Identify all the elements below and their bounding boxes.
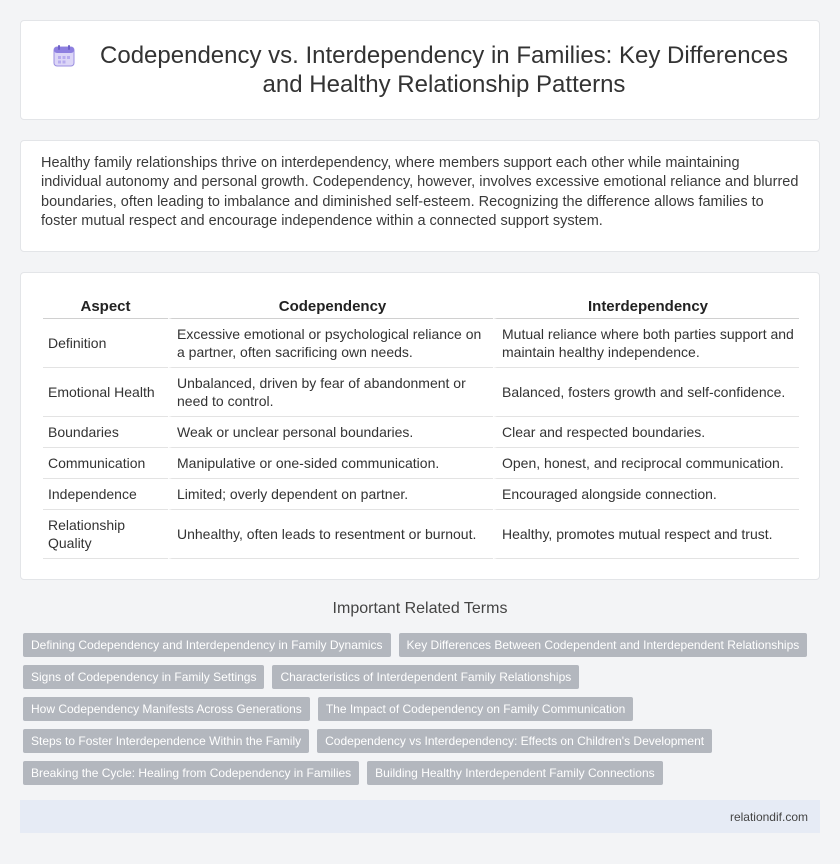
related-term-tag[interactable]: How Codependency Manifests Across Generations xyxy=(23,697,310,721)
footer xyxy=(20,800,820,833)
comparison-card xyxy=(20,272,820,580)
cell-codependency: Excessive emotional or psychological reliance on a partner, often sacrificing own needs. xyxy=(168,319,493,368)
intro-text: Healthy family relationships thrive on interdependency, where members support each other while maintaining individual autonomy and personal growth. Codependency, however, involves excessive emotional reliance and blurred boundaries, often leading to imbalance and diminished self-esteem. Recognizing the difference allows families to foster mutual respect and encourage independence within a connected support system. xyxy=(41,155,799,229)
cell-codependency: Unbalanced, driven by fear of abandonment or need to control. xyxy=(168,368,493,417)
table-row xyxy=(43,479,799,510)
cell-aspect: Boundaries xyxy=(43,417,168,448)
cell-codependency: Weak or unclear personal boundaries. xyxy=(168,417,493,448)
intro-card xyxy=(20,140,820,252)
cell-interdependency: Mutual reliance where both parties support and maintain healthy independence. xyxy=(493,319,799,368)
related-term-tag[interactable]: Codependency vs Interdependency: Effects on Children's Development xyxy=(317,729,712,753)
cell-interdependency: Encouraged alongside connection. xyxy=(493,479,799,510)
related-term-tag[interactable]: The Impact of Codependency on Family Communication xyxy=(318,697,633,721)
cell-aspect: Relationship Quality xyxy=(43,510,168,559)
table-row xyxy=(43,368,799,417)
table-row xyxy=(43,510,799,559)
cell-interdependency: Healthy, promotes mutual respect and trust. xyxy=(493,510,799,559)
page-title: Codependency vs. Interdependency in Families: Key Differences and Healthy Relationship Patterns xyxy=(100,42,788,98)
related-term-tag[interactable]: Breaking the Cycle: Healing from Codependency in Families xyxy=(23,761,359,785)
calendar-icon xyxy=(51,43,77,69)
related-term-tag[interactable]: Key Differences Between Codependent and Interdependent Relationships xyxy=(399,633,808,657)
table-row xyxy=(43,448,799,479)
cell-aspect: Definition xyxy=(43,319,168,368)
cell-aspect: Independence xyxy=(43,479,168,510)
cell-codependency: Manipulative or one-sided communication. xyxy=(168,448,493,479)
table-row xyxy=(43,319,799,368)
cell-interdependency: Balanced, fosters growth and self-confidence. xyxy=(493,368,799,417)
footer-site-link[interactable]: relationdif.com xyxy=(729,809,808,824)
cell-interdependency: Open, honest, and reciprocal communication. xyxy=(493,448,799,479)
comparison-table xyxy=(43,297,799,559)
cell-codependency: Unhealthy, often leads to resentment or burnout. xyxy=(168,510,493,559)
cell-interdependency: Clear and respected boundaries. xyxy=(493,417,799,448)
related-term-tag[interactable]: Defining Codependency and Interdependency in Family Dynamics xyxy=(23,633,391,657)
related-terms-title: Important Related Terms xyxy=(332,600,508,617)
cell-aspect: Emotional Health xyxy=(43,368,168,417)
related-term-tag[interactable]: Characteristics of Interdependent Family Relationships xyxy=(272,665,579,689)
header-codependency: Codependency xyxy=(168,297,493,319)
related-term-tag[interactable]: Steps to Foster Interdependence Within the Family xyxy=(23,729,309,753)
header-interdependency: Interdependency xyxy=(493,297,799,319)
table-header-row xyxy=(43,297,799,319)
related-term-tag[interactable]: Signs of Codependency in Family Settings xyxy=(23,665,264,689)
cell-aspect: Communication xyxy=(43,448,168,479)
table-row xyxy=(43,417,799,448)
related-terms-list xyxy=(23,633,823,785)
header-aspect: Aspect xyxy=(43,297,168,319)
related-term-tag[interactable]: Building Healthy Interdependent Family Connections xyxy=(367,761,663,785)
cell-codependency: Limited; overly dependent on partner. xyxy=(168,479,493,510)
header-card xyxy=(20,20,820,120)
